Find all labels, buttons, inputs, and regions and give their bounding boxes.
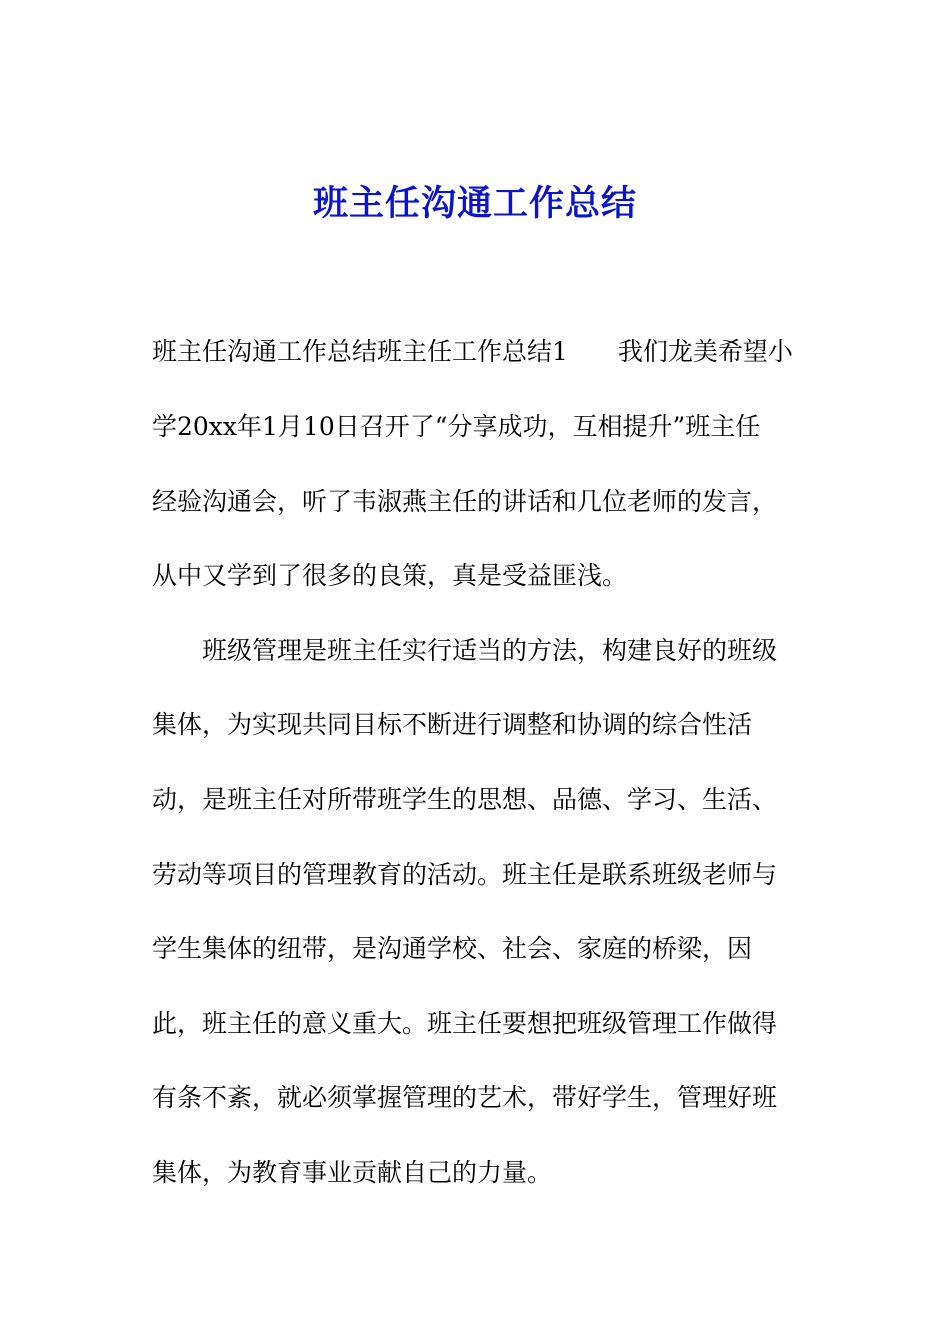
paragraph-1-line-1 [152,332,793,372]
paragraph-1-line-2: 学20xx年1月10日召开了“分享成功，互相提升”班主任 [152,412,761,441]
paragraph-2-line-3: 动，是班主任对所带班学生的思想、品德、学习、生活、 [152,785,778,814]
paragraph-1-line-4: 从中又学到了很多的良策，真是受益匪浅。 [152,561,628,590]
paragraph-2-line-7: 有条不紊，就必须掌握管理的艺术，带好学生，管理好班 [152,1083,778,1112]
paragraph-2-line-1: 班级管理是班主任实行适当的方法，构建良好的班级 [202,636,778,665]
paragraph-2-line-6: 此，班主任的意义重大。班主任要想把班级管理工作做得 [152,1009,778,1038]
paragraph-2-line-8: 集体，为教育事业贡献自己的力量。 [152,1158,553,1187]
paragraph-2-line-2: 集体，为实现共同目标不断进行调整和协调的综合性活 [152,710,753,739]
document-title: 班主任沟通工作总结 [312,183,637,224]
paragraph-1-line-1-part-a: 班主任沟通工作总结班主任工作总结1 [152,337,568,366]
paragraph-2-line-4: 劳动等项目的管理教育的活动。班主任是联系班级老师与 [152,860,778,889]
paragraph-2-line-5: 学生集体的纽带，是沟通学校、社会、家庭的桥梁，因 [152,934,753,963]
paragraph-1-line-1-part-b: 我们龙美希望小 [617,337,793,366]
paragraph-1-line-3: 经验沟通会，听了韦淑燕主任的讲话和几位老师的发言， [152,487,778,516]
